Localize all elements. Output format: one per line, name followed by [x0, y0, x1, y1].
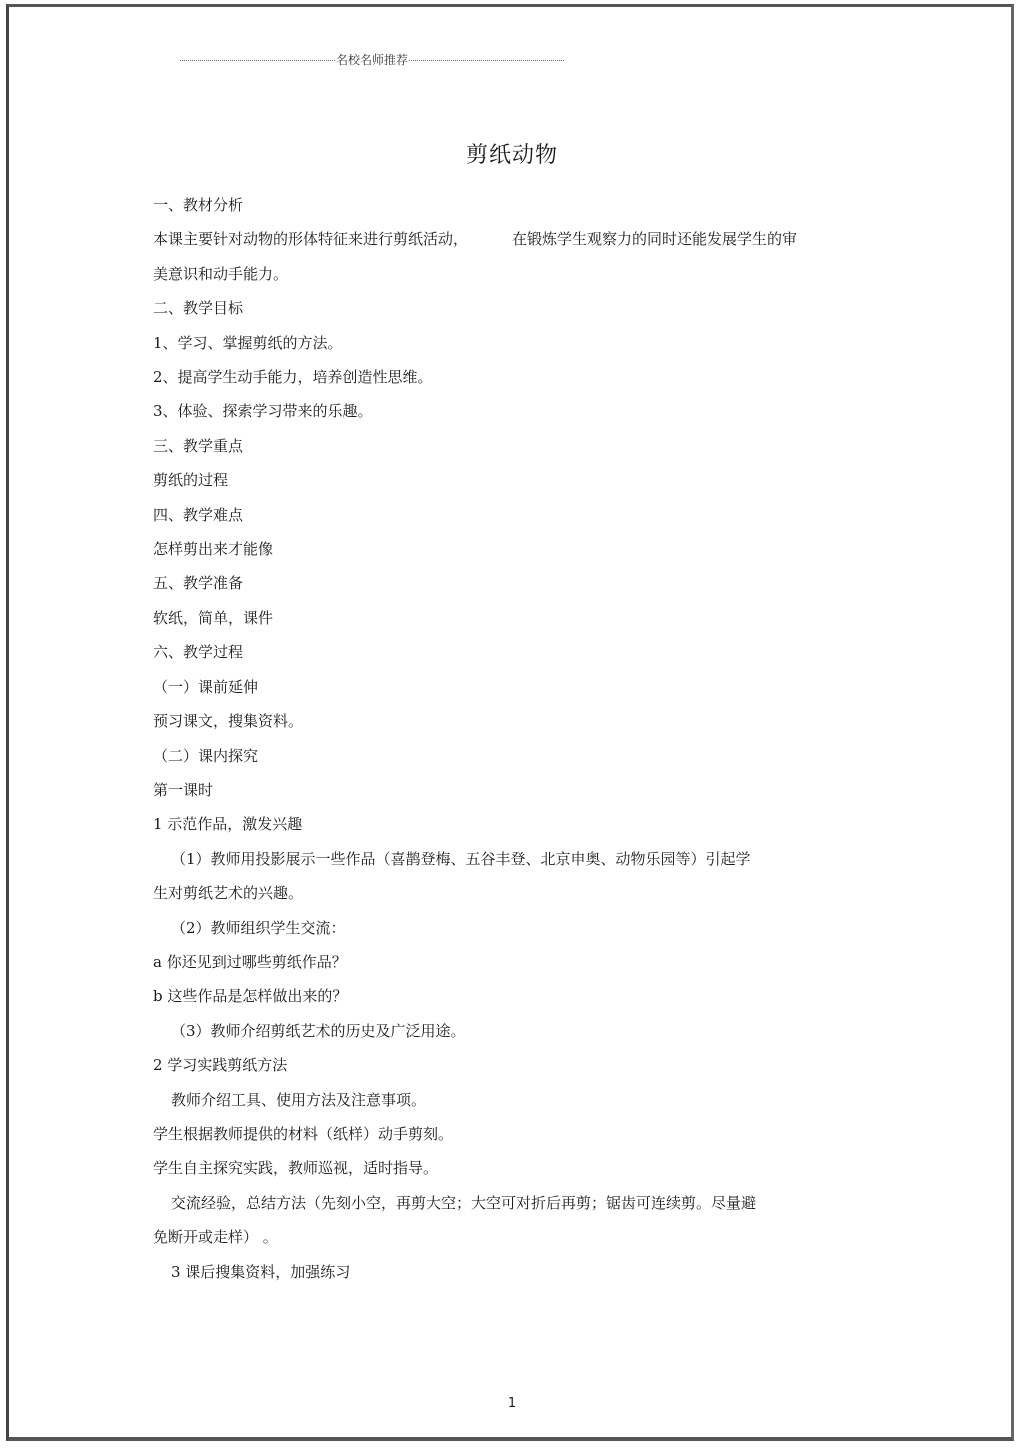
paragraph-line: 剪纸的过程 [153, 471, 229, 490]
list-item: 1 示范作品，激发兴趣 [153, 815, 303, 834]
paragraph-line: 预习课文，搜集资料。 [153, 712, 304, 731]
list-item: 3 课后搜集资料，加强练习 [171, 1262, 351, 1281]
list-item: 3、体验、探索学习带来的乐趣。 [153, 402, 373, 421]
paragraph-line: 怎样剪出来才能像 [153, 540, 274, 559]
header-text: 名校名师推荐 [336, 52, 409, 67]
section-heading: 一、教材分析 [153, 196, 244, 214]
text-segment: 在锻炼学生观察力的同时还能发展学生的审 [512, 230, 798, 249]
list-item: （2）教师组织学生交流： [171, 918, 346, 937]
subsection-heading: （一）课前延伸 [153, 677, 259, 696]
section-heading: 六、教学过程 [153, 643, 244, 662]
paragraph-line: 学生根据教师提供的材料（纸样）动手剪刻。 [153, 1124, 454, 1143]
section-heading: 三、教学重点 [153, 436, 244, 455]
paragraph-line: 美意识和动手能力。 [153, 264, 289, 283]
text-segment: 本课主要针对动物的形体特征来进行剪纸活动， [153, 230, 469, 249]
document-body [153, 188, 853, 1289]
paragraph-line: 免断开或走样） 。 [153, 1228, 278, 1247]
header-dots-right [409, 60, 564, 61]
paragraph-line: 教师介绍工具、使用方法及注意事项。 [171, 1090, 427, 1109]
section-heading: 四、教学难点 [153, 505, 244, 524]
paragraph-line [153, 222, 853, 256]
section-heading: 二、教学目标 [153, 299, 244, 318]
document-title: 剪纸动物 [465, 143, 558, 168]
paragraph-line: 学生自主探究实践，教师巡视，适时指导。 [153, 1159, 439, 1178]
list-item: 2、提高学生动手能力，培养创造性思维。 [153, 368, 433, 387]
paragraph-line: 交流经验，总结方法（先刻小空，再剪大空；大空可对折后再剪；锯齿可连续剪。尽量避 [171, 1193, 757, 1212]
paragraph-line: 第一课时 [153, 780, 214, 799]
page-number: 1 [507, 1396, 517, 1411]
list-item: （1）教师用投影展示一些作品（喜鹊登梅、五谷丰登、北京申奥、动物乐园等）引起学 [171, 849, 751, 868]
header-dots-left [180, 60, 335, 61]
list-item: 2 学习实践剪纸方法 [153, 1056, 288, 1075]
paragraph-line: 生对剪纸艺术的兴趣。 [153, 884, 304, 903]
list-item: a 你还见到过哪些剪纸作品？ [153, 952, 347, 971]
subsection-heading: （二）课内探究 [153, 746, 259, 765]
list-item: b 这些作品是怎样做出来的？ [153, 987, 348, 1006]
list-item: （3）教师介绍剪纸艺术的历史及广泛用途。 [171, 1021, 466, 1040]
paragraph-line: 软纸，简单，课件 [153, 608, 274, 627]
running-header [180, 52, 564, 66]
section-heading: 五、教学准备 [153, 574, 244, 593]
list-item: 1、学习、掌握剪纸的方法。 [153, 333, 343, 352]
